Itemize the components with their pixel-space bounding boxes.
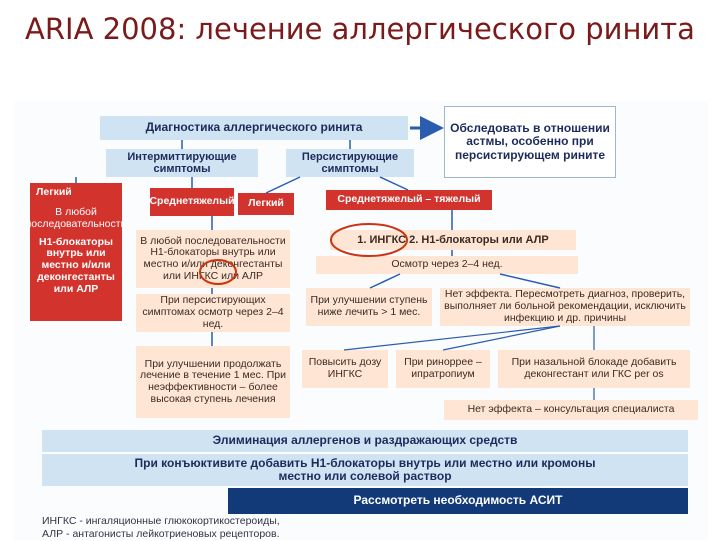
moderate-severe-right-label: Среднетяжелый – тяжелый — [326, 190, 492, 210]
any-sequence-mid-box: В любой последовательности Н1-блокаторы внутрь или местно и/или деконгестанты или ИНГКС или АЛР — [136, 230, 290, 288]
mild-left-label: Легкий — [30, 183, 122, 203]
nasal-block-box: При назальной блокаде добавить деконгестант или ГКС per os — [498, 350, 690, 388]
page-title: ARIA 2008: лечение аллергического ринита — [25, 12, 695, 46]
rhinorrhea-box: При риноррее – ипратропиум — [396, 350, 490, 388]
footnote-line-2: АЛР - антагонисты лейкотриеновых рецепторов. — [42, 528, 280, 540]
recheck-box: Осмотр через 2–4 нед. — [316, 256, 578, 274]
footnote-line-1: ИНГКС - ингаляционные глюкокортикостероиды, — [42, 515, 280, 527]
h1-options-text: H1-блокаторы внутрь или местно и/или деконгестанты или АЛР — [37, 235, 115, 295]
elimination-band: Элиминация аллергенов и раздражающих средств — [42, 430, 688, 452]
moderate-severe-left-label: Среднетяжелый — [150, 188, 234, 216]
mild-mid-label: Легкий — [238, 193, 294, 215]
no-effect-consult-box: Нет эффекта – консультация специалиста — [444, 400, 698, 420]
persistent-box: Персистирующие симптомы — [286, 149, 414, 177]
intermittent-box: Интермиттирующие симптомы — [106, 149, 258, 177]
persistent-recheck-box: При персистирующих симптомах осмотр через 2–4 нед. — [136, 294, 290, 332]
asthma-box: Обследовать в отношении астмы, особенно при персистирующем рините — [444, 106, 616, 178]
diagnostics-box: Диагностика аллергического ринита — [100, 116, 408, 140]
continue-treatment-box: При улучшении продолжать лечение в течение 1 мес. При неэффективности – более высокая ступень лечения — [136, 346, 290, 418]
conjunctivitis-band: При конъюктивите добавить Н1-блокаторы внутрь или местно или кромоны местно или солевой раствор — [42, 454, 688, 486]
no-effect-box: Нет эффекта. Пересмотреть диагноз, проверить, выполняет ли больной рекомендации, исключить инфекцию и др. причины — [440, 288, 690, 326]
increase-dose-box: Повысить дозу ИНГКС — [302, 350, 388, 388]
any-sequence-text: В любой последовательности — [25, 206, 127, 230]
asit-band: Рассмотреть необходимость АСИТ — [228, 488, 688, 514]
step1-box: 1. ИНГКС 2. Н1-блокаторы или АЛР — [330, 230, 576, 250]
mild-left-box — [25, 203, 127, 321]
improve-step-down-box: При улучшении ступень ниже лечить > 1 мес. — [306, 288, 432, 326]
